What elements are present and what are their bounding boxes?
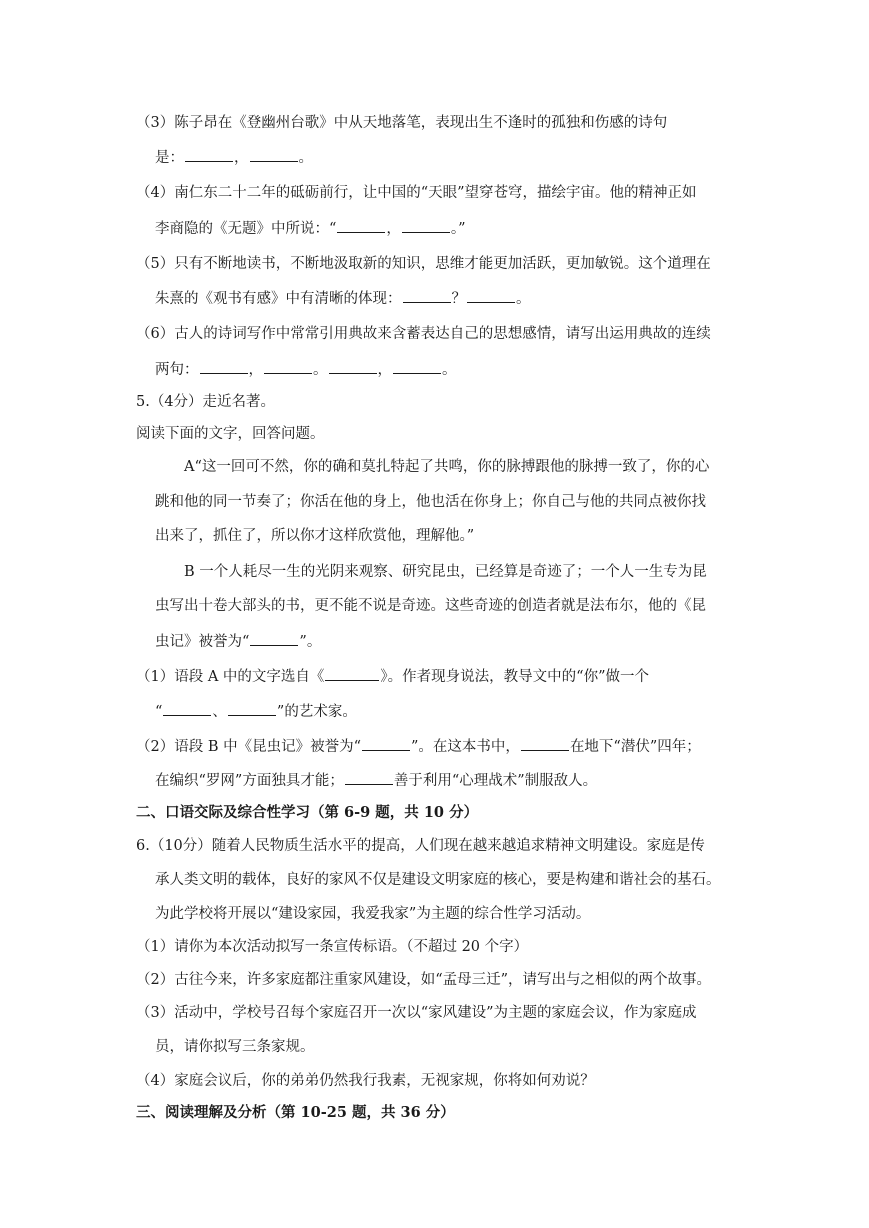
passage-b-line1 (184, 562, 707, 582)
text: 6.（10分）随着人民物质生活水平的提高，人们现在越来越追求精神文明建设。家庭是传 (136, 838, 705, 854)
q5-sub1-line1 (136, 666, 649, 687)
text: 》。作者现身说法，教导文中的“你”做一个 (380, 669, 649, 685)
text: 。” (450, 221, 466, 237)
text: B 一个人耗尽一生的光阴来观察、研究昆虫，已经算是奇迹了；一个人一生专为昆 (184, 564, 707, 580)
text: ， (377, 362, 392, 378)
answer-blank[interactable] (393, 359, 441, 374)
answer-blank[interactable] (250, 147, 298, 162)
text: 员，请你拟写三条家规。 (155, 1039, 315, 1055)
passage-a-line2 (155, 492, 706, 512)
text: 二、口语交际及综合性学习（第 6-9 题，共 10 分） (136, 804, 479, 821)
text: 善于利用“心理战术”制服敌人。 (393, 773, 598, 789)
q6-sub3-line2 (155, 1037, 315, 1057)
text: 。 (313, 362, 328, 378)
text: ， (234, 150, 249, 166)
text: ”。在这本书中， (411, 739, 520, 755)
text: 李商隐的《无题》中所说：“ (155, 221, 337, 237)
text: （1）语段 A 中的文字选自《 (136, 669, 325, 685)
text: “ (155, 704, 163, 720)
section3-heading (136, 1103, 455, 1123)
text: （2）古往今来，许多家庭都注重家风建设，如“孟母三迁”，请写出与之相似的两个故事。 (136, 972, 712, 988)
text: （1）请你为本次活动拟写一条宣传标语。（不超过 20 个字） (136, 939, 529, 955)
answer-blank[interactable] (362, 736, 410, 751)
answer-blank[interactable] (163, 701, 211, 716)
text: 虫记》被誉为“ (155, 634, 250, 650)
q6-sub3-line1 (136, 1003, 697, 1023)
q4-4-line2 (155, 218, 466, 239)
text: 朱熹的《观书有感》中有清晰的体现： (155, 291, 402, 307)
q4-6-line1 (136, 324, 711, 344)
q4-3-text: （3）陈子昂在《登幽州台歌》中从天地落笔，表现出生不逢时的孤独和伤感的诗句 (136, 115, 668, 131)
text: 、 (212, 704, 227, 720)
text: （4）家庭会议后，你的弟弟仍然我行我素，无视家规，你将如何劝说？ (136, 1073, 595, 1089)
answer-blank[interactable] (250, 631, 298, 646)
text: （3）活动中，学校号召每个家庭召开一次以“家风建设”为主题的家庭会议，作为家庭成 (136, 1005, 697, 1021)
answer-blank[interactable] (403, 288, 451, 303)
answer-blank[interactable] (264, 359, 312, 374)
q4-4-text: （4）南仁东二十二年的砥砺前行，让中国的“天眼”望穿苍穹，描绘宇宙。他的精神正如 (136, 185, 697, 201)
passage-a-line1 (184, 457, 709, 477)
answer-blank[interactable] (329, 359, 377, 374)
answer-blank[interactable] (185, 147, 233, 162)
q4-6-line2 (155, 359, 457, 380)
q4-3-line2 (155, 147, 313, 168)
q5-title (136, 392, 275, 412)
text: ”的艺术家。 (276, 704, 357, 720)
text: 跳和他的同一节奏了；你活在他的身上，他也活在你身上；你自己与他的共同点被你找 (155, 494, 706, 510)
q4-4-line1 (136, 183, 697, 203)
answer-blank[interactable] (402, 218, 450, 233)
text: ， (386, 221, 401, 237)
q6-line1 (136, 836, 705, 856)
text: （2）语段 B 中《昆虫记》被誉为“ (136, 739, 362, 755)
q4-5-line1 (136, 254, 711, 274)
text: 是： (155, 150, 184, 166)
q5-sub2-line1 (136, 736, 701, 757)
q4-5-line2 (155, 288, 531, 309)
text: 。 (442, 362, 457, 378)
text: ”。 (299, 634, 322, 650)
answer-blank[interactable] (337, 218, 385, 233)
q6-sub4 (136, 1071, 595, 1091)
text: 虫写出十卷大部头的书，更不能不说是奇迹。这些奇迹的创造者就是法布尔，他的《昆 (155, 598, 706, 614)
text: 出来了，抓住了，所以你才这样欣赏他，理解他。” (155, 528, 475, 544)
q4-3-line1 (136, 113, 667, 133)
answer-blank[interactable] (345, 770, 393, 785)
q6-line3 (155, 904, 590, 924)
text: 两句： (155, 362, 199, 378)
text: 。 (298, 150, 313, 166)
answer-blank[interactable] (325, 666, 379, 681)
q6-sub1 (136, 937, 528, 957)
q5-sub1-line2 (155, 701, 357, 722)
text: 阅读下面的文字，回答问题。 (136, 426, 325, 442)
q6-line2 (155, 870, 721, 890)
text: 5.（4分）走近名著。 (136, 394, 276, 410)
passage-b-line3 (155, 631, 321, 652)
text: 三、阅读理解及分析（第 10-25 题，共 36 分） (136, 1104, 455, 1121)
answer-blank[interactable] (467, 288, 515, 303)
q4-5-text: （5）只有不断地读书，不断地汲取新的知识，思维才能更加活跃，更加敏锐。这个道理在 (136, 256, 711, 272)
text: 。 (516, 291, 531, 307)
text: ， (248, 362, 263, 378)
text: ？ (451, 291, 466, 307)
text: 承人类文明的载体，良好的家风不仅是建设文明家庭的核心，要是构建和谐社会的基石。 (155, 872, 721, 888)
text: 为此学校将开展以“建设家园，我爱我家”为主题的综合性学习活动。 (155, 906, 591, 922)
text: 在编织“罗网”方面独具才能； (155, 773, 344, 789)
q5-sub2-line2 (155, 770, 597, 791)
answer-blank[interactable] (200, 359, 248, 374)
q6-sub2 (136, 970, 711, 990)
q5-instruction (136, 424, 325, 444)
answer-blank[interactable] (521, 736, 569, 751)
section2-heading (136, 803, 478, 823)
passage-b-line2 (155, 596, 706, 616)
q4-6-text: （6）古人的诗词写作中常常引用典故来含蓄表达自己的思想感情，请写出运用典故的连续 (136, 326, 711, 342)
passage-a-line3 (155, 526, 474, 546)
text: A“这一回可不然，你的确和莫扎特起了共鸣，你的脉搏跟他的脉搏一致了，你的心 (184, 459, 710, 475)
answer-blank[interactable] (228, 701, 276, 716)
text: 在地下“潜伏”四年； (569, 739, 701, 755)
